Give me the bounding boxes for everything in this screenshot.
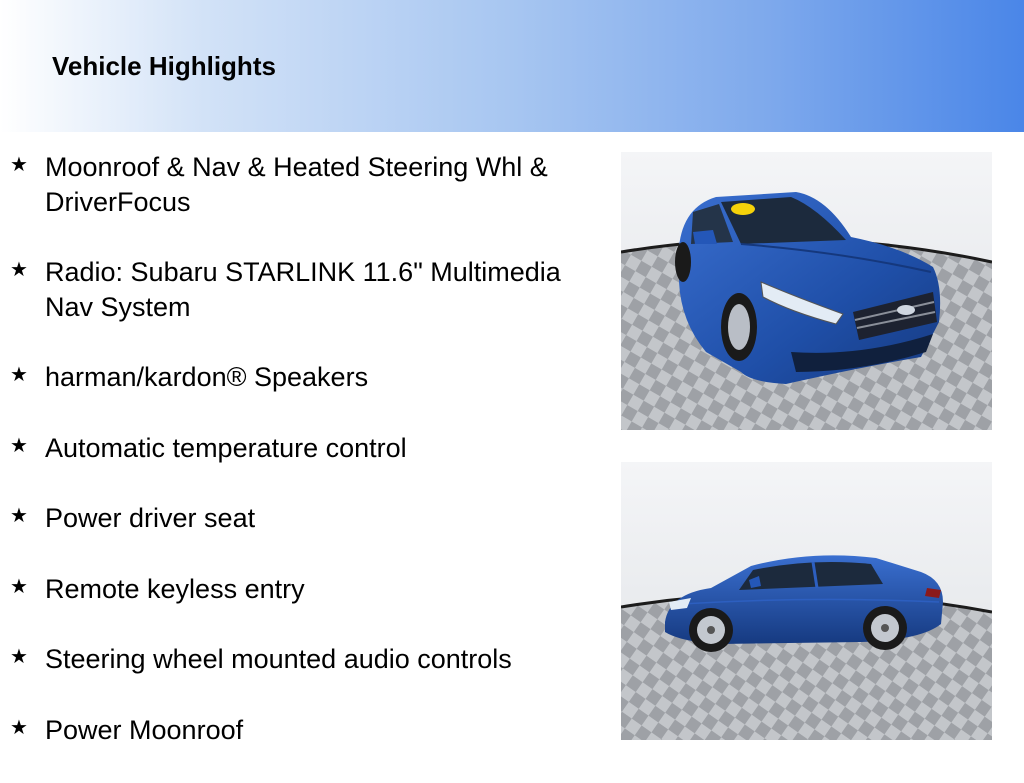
highlight-text: Power driver seat — [45, 503, 256, 533]
star-icon: ★ — [10, 505, 28, 527]
page-title: Vehicle Highlights — [52, 51, 276, 81]
car-front-three-quarter-photo-icon — [621, 152, 992, 430]
car-side-profile-photo-icon — [621, 462, 992, 740]
vehicle-photo-side — [621, 462, 992, 740]
star-icon: ★ — [10, 716, 28, 739]
list-item — [10, 501, 590, 536]
highlight-text: harman/kardon® Speakers — [45, 362, 369, 392]
highlight-text: Moonroof & Nav & Heated Steering Whl & DriverFocus — [45, 152, 548, 217]
star-icon: ★ — [10, 434, 28, 457]
header-banner — [0, 0, 1024, 132]
star-icon: ★ — [10, 575, 28, 598]
list-item — [10, 150, 590, 219]
star-icon: ★ — [10, 364, 28, 386]
highlight-text: Steering wheel mounted audio controls — [45, 644, 512, 674]
highlight-text: Automatic temperature control — [45, 432, 407, 463]
list-item — [10, 642, 590, 677]
list-item — [10, 255, 590, 324]
vehicle-photo-front — [621, 152, 992, 430]
star-icon: ★ — [10, 646, 28, 668]
list-item — [10, 360, 590, 395]
highlight-text: Power Moonroof — [45, 714, 244, 745]
highlight-text: Radio: Subaru STARLINK 11.6" Multimedia Nav System — [45, 257, 561, 322]
highlight-text: Remote keyless entry — [45, 573, 305, 604]
list-item — [10, 572, 590, 607]
star-icon: ★ — [10, 154, 28, 176]
star-icon: ★ — [10, 259, 28, 281]
highlights-list — [10, 150, 590, 783]
list-item — [10, 431, 590, 466]
list-item — [10, 713, 590, 748]
